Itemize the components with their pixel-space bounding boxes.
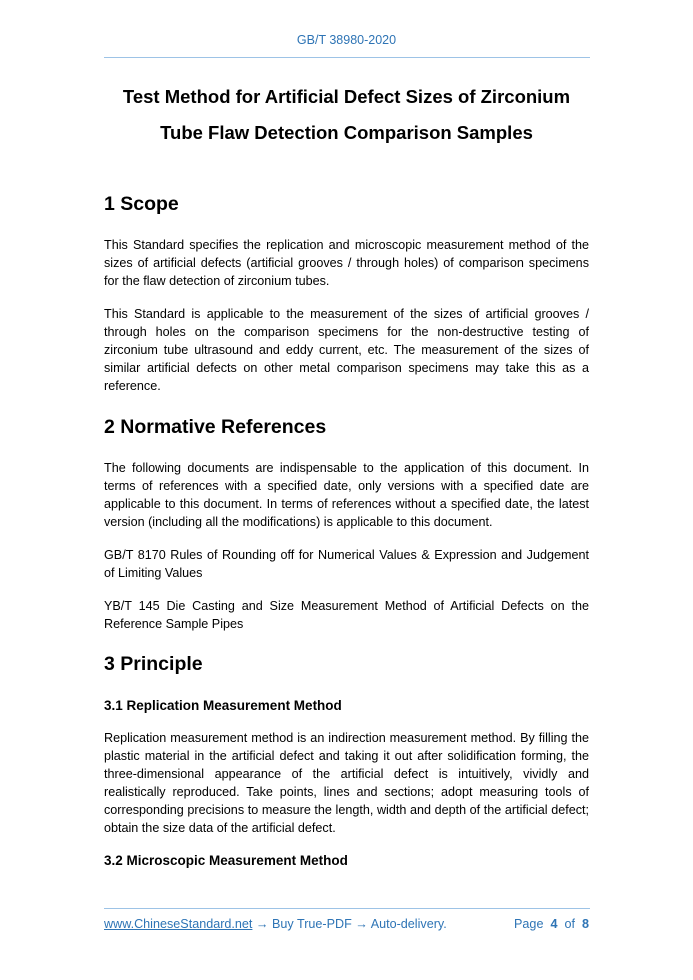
of-label: of: [564, 917, 575, 931]
scope-paragraph-1: This Standard specifies the replication and microscopic measurement method of the sizes of artificial defects (artificial grooves / through holes) of comparison specimens for the flaw detection of zirconium tubes.: [104, 238, 589, 289]
header-divider: [104, 57, 590, 58]
current-page: 4: [550, 917, 558, 931]
page-indicator: [514, 917, 589, 931]
references-paragraph: The following documents are indispensable to the application of this document. In terms of references with a specified date, only versions with a specified date are applicable to this document. In terms of references without a specified date, the latest version (including all the modifications) is applicable to this document.: [104, 461, 589, 530]
section-heading-scope: 1 Scope: [104, 193, 179, 215]
replication-method-paragraph: Replication measurement method is an indirection measurement method. By filling the plastic material in the artificial defect and taking it out after solidification forming, the three-dimensional appearance of the artificial defect is intuitively, vividly and realistically reproduced. Take points, lines and sections; adopt measuring tools of corresponding precisions to measure the length, width and depth of the artificial defect; obtain the size data of the artificial defect.: [104, 731, 589, 836]
section-heading-principle: 3 Principle: [104, 653, 203, 675]
scope-paragraph-2: This Standard is applicable to the measurement of the sizes of artificial grooves / through holes on the comparison specimens for the non-destructive testing of zirconium tube ultrasound and eddy current, etc. The measurement of the sizes of similar artificial defects on other metal comparison specimens may take this as a reference.: [104, 307, 589, 394]
document-title-line2: Tube Flaw Detection Comparison Samples: [160, 122, 533, 143]
reference-ybt-145: YB/T 145 Die Casting and Size Measurement Method of Artificial Defects on the Reference Sample Pipes: [104, 599, 589, 632]
footer-divider: [104, 908, 590, 909]
subsection-heading-3-1: 3.1 Replication Measurement Method: [104, 698, 342, 713]
subsection-heading-3-2: 3.2 Microscopic Measurement Method: [104, 853, 348, 868]
document-title-line1: Test Method for Artificial Defect Sizes of Zirconium: [122, 86, 571, 107]
footer-promo-text: → Buy True-PDF → Auto-delivery.: [252, 917, 447, 931]
document-code-header: GB/T 38980-2020: [296, 33, 397, 47]
reference-gbt-8170: GB/T 8170 Rules of Rounding off for Numerical Values & Expression and Judgement of Limiting Values: [104, 548, 589, 581]
footer: [104, 917, 589, 931]
total-pages: 8: [581, 917, 589, 931]
page-label: Page: [514, 917, 544, 931]
website-link[interactable]: www.ChineseStandard.net: [104, 917, 253, 931]
section-heading-normative-references: 2 Normative References: [104, 416, 327, 438]
